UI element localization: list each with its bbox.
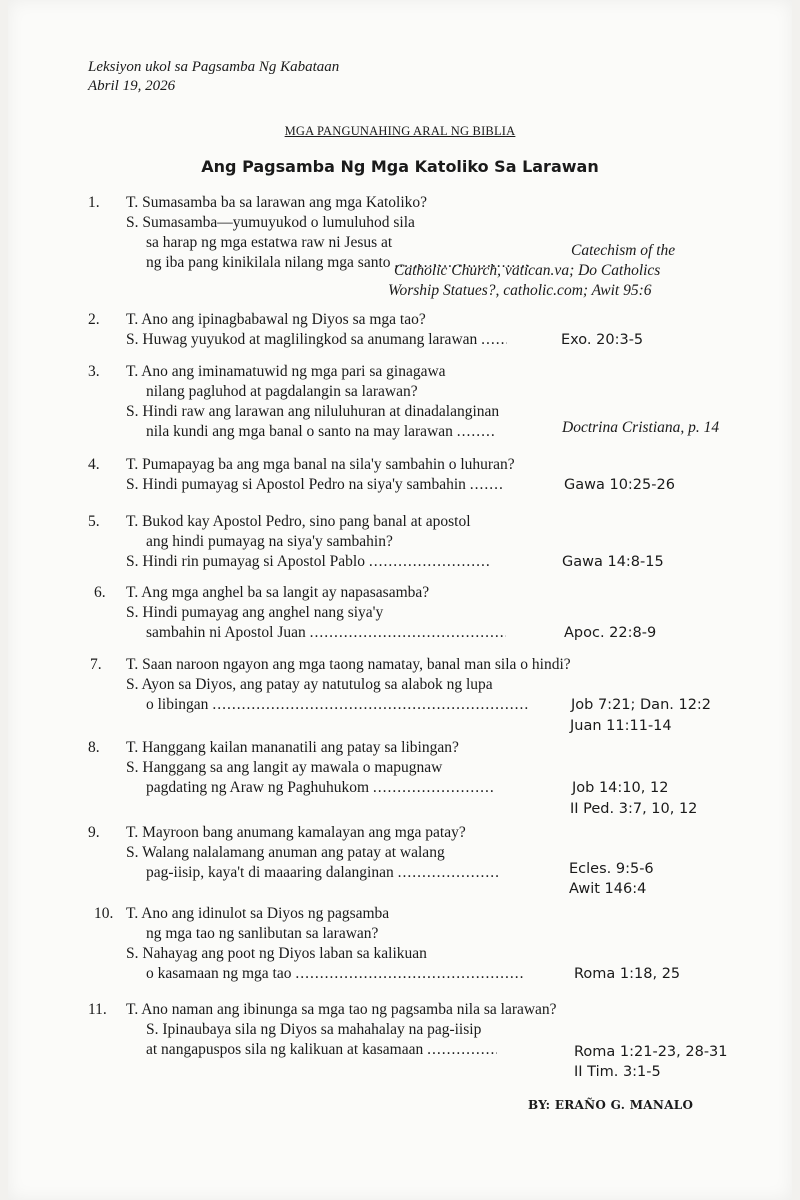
main-title: Ang Pagsamba Ng Mga Katoliko Sa Larawan — [201, 157, 599, 176]
reference: Doctrina Cristiana, p. 14 — [562, 419, 720, 436]
qa-item-5 — [88, 512, 768, 574]
item-number: 2. — [88, 311, 100, 328]
item-number: 8. — [88, 739, 100, 756]
reference: Juan 11:11-14 — [570, 718, 672, 734]
qa-item-4 — [88, 455, 768, 497]
dot-leader — [427, 1040, 497, 1061]
reference: Gawa 14:8-15 — [562, 554, 664, 570]
answer-line: S. Ipinaubaya sila ng Diyos sa mahahalay na pag-iisip — [146, 1021, 482, 1038]
question-line: T. Saan naroon ngayon ang mga taong namatay, banal man sila o hindi? — [126, 656, 571, 673]
document-page — [8, 0, 792, 1200]
header-date: Abril 19, 2026 — [88, 78, 176, 94]
reference: Exo. 20:3-5 — [561, 332, 644, 348]
item-number: 1. — [88, 194, 100, 211]
question-line: T. Ano ang ipinagbabawal ng Diyos sa mga tao? — [126, 311, 426, 328]
question-line: ng mga tao ng sanlibutan sa larawan? — [146, 925, 379, 942]
answer-line: S. Nahayag ang poot ng Diyos laban sa kalikuan — [126, 945, 427, 962]
item-number: 11. — [88, 1001, 107, 1018]
question-line: nilang pagluhod at pagdalangin sa larawan? — [146, 383, 418, 400]
answer-line: S. Sumasamba—yumuyukod o lumuluhod sila — [126, 214, 415, 231]
reference: Roma 1:21-23, 28-31 — [574, 1044, 728, 1060]
dot-leader — [481, 330, 507, 351]
reference: Worship Statues?, catholic.com; Awit 95:6 — [388, 282, 652, 299]
item-number: 4. — [88, 456, 100, 473]
reference: Job 14:10, 12 — [572, 780, 669, 796]
item-number: 7. — [90, 656, 102, 673]
reference: II Ped. 3:7, 10, 12 — [570, 801, 698, 817]
item-number: 9. — [88, 824, 100, 841]
answer-line: ng iba pang kinikilala nilang mga santo — [146, 254, 391, 271]
answer-line: S. Hindi raw ang larawan ang niluluhuran at dinadalanginan — [126, 403, 500, 420]
dot-leader — [212, 695, 528, 716]
dot-leader — [295, 964, 525, 985]
item-number: 6. — [94, 584, 106, 601]
answer-line: sambahin ni Apostol Juan — [146, 624, 306, 641]
question-line: T. Mayroon bang anumang kamalayan ang mga patay? — [126, 824, 466, 841]
header — [88, 58, 339, 96]
header-lesson-title: Leksiyon ukol sa Pagsamba Ng Kabataan — [88, 59, 340, 75]
reference: Catholic Church, vatican.va; Do Catholics — [394, 262, 661, 279]
answer-line: nila kundi ang mga banal o santo na may larawan — [146, 423, 453, 440]
reference: Gawa 10:25-26 — [564, 477, 675, 493]
answer-line: sa harap ng mga estatwa raw ni Jesus at — [146, 234, 393, 251]
qa-item-10 — [94, 904, 768, 986]
dot-leader — [310, 623, 506, 644]
qa-item-11 — [88, 1000, 768, 1082]
answer-line: at nangapuspos sila ng kalikuan at kasamaan — [146, 1041, 424, 1058]
reference: Catechism of the — [571, 242, 676, 259]
answer-line: S. Ayon sa Diyos, ang patay ay natutulog sa alabok ng lupa — [126, 676, 493, 693]
answer-line: S. Hindi rin pumayag si Apostol Pablo — [126, 553, 365, 570]
item-number: 5. — [88, 513, 100, 530]
question-line: T. Pumapayag ba ang mga banal na sila'y sambahin o luhuran? — [126, 456, 515, 473]
answer-line: o kasamaan ng mga tao — [146, 965, 292, 982]
qa-item-7 — [90, 655, 768, 737]
dot-leader — [398, 863, 498, 884]
answer-line: S. Hanggang sa ang langit ay mawala o mapugnaw — [126, 759, 443, 776]
qa-item-8 — [88, 738, 768, 820]
question-line: T. Ang mga anghel ba sa langit ay napasasamba? — [126, 584, 430, 601]
dot-leader — [470, 475, 504, 496]
answer-line: S. Hindi pumayag ang anghel nang siya'y — [126, 604, 384, 621]
answer-line: o libingan — [146, 696, 209, 713]
answer-line: pagdating ng Araw ng Paghuhukom — [146, 779, 370, 796]
question-line: T. Ano naman ang ibinunga sa mga tao ng pagsamba nila sa larawan? — [126, 1001, 557, 1018]
reference: Ecles. 9:5-6 — [569, 861, 654, 877]
item-number: 3. — [88, 363, 100, 380]
answer-line: S. Walang nalalamang anuman ang patay at walang — [126, 844, 445, 861]
question-line: T. Sumasamba ba sa larawan ang mga Katoliko? — [126, 194, 428, 211]
qa-item-3 — [88, 362, 768, 444]
qa-item-2 — [88, 310, 768, 352]
dot-leader — [369, 552, 489, 573]
reference: Awit 146:4 — [569, 881, 647, 897]
question-line: T. Ano ang idinulot sa Diyos ng pagsamba — [126, 905, 390, 922]
answer-line: pag-iisip, kaya't di maaaring dalanginan — [146, 864, 394, 881]
qa-item-6 — [94, 583, 768, 645]
dot-leader — [373, 778, 493, 799]
reference: II Tim. 3:1-5 — [574, 1064, 661, 1080]
answer-line: S. Huwag yuyukod at maglilingkod sa anumang larawan — [126, 331, 478, 348]
answer-line: S. Hindi pumayag si Apostol Pedro na siya'y sambahin — [126, 476, 466, 493]
reference: Roma 1:18, 25 — [574, 966, 681, 982]
section-title: MGA PANGUNAHING ARAL NG BIBLIA — [284, 124, 516, 138]
reference: Apoc. 22:8-9 — [564, 625, 657, 641]
author-byline: BY: ERAÑO G. MANALO — [528, 1098, 694, 1112]
question-line: T. Hanggang kailan mananatili ang patay sa libingan? — [126, 739, 459, 756]
reference: Job 7:21; Dan. 12:2 — [571, 697, 712, 713]
qa-item-9 — [88, 823, 768, 905]
item-number: 10. — [94, 905, 114, 922]
question-line: T. Ano ang iminamatuwid ng mga pari sa ginagawa — [126, 363, 446, 380]
dot-leader — [457, 422, 495, 443]
qa-item-1 — [88, 193, 768, 303]
question-line: ang hindi pumayag na siya'y sambahin? — [146, 533, 393, 550]
question-line: T. Bukod kay Apostol Pedro, sino pang banal at apostol — [126, 513, 471, 530]
